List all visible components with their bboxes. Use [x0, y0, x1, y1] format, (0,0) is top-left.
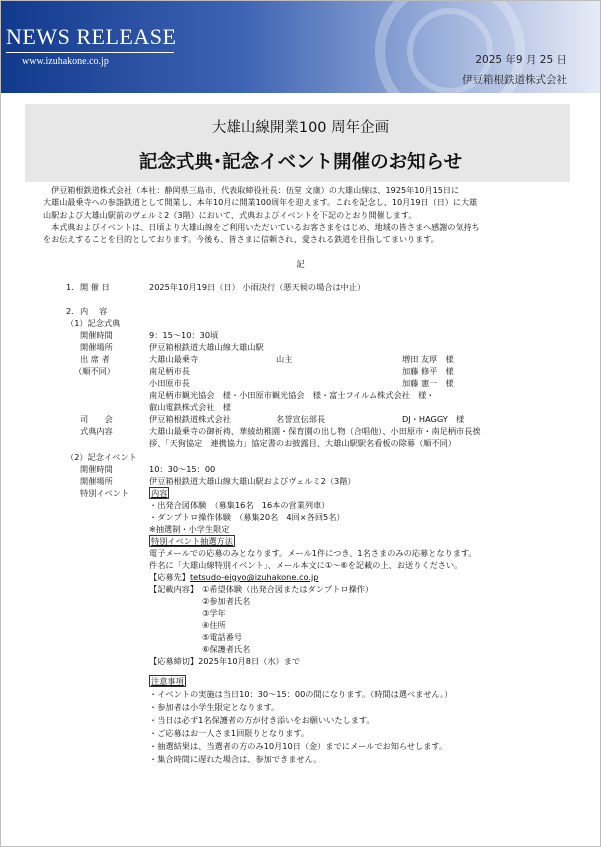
ceremony-content: 拶、「天狗協定 連携協力」協定書のお披露目、大雄山駅駅名看板の除幕（順不同）: [149, 438, 457, 448]
attendee-name: 加藤 修平 様: [402, 366, 454, 376]
brand-title: NEWS RELEASE: [6, 24, 177, 49]
event-place-label: 開催場所: [80, 476, 113, 486]
event-place: 伊豆箱根鉄道大雄山線大雄山駅およびヴェルミ2（3階）: [149, 476, 356, 486]
field-item: ②参加者氏名: [202, 596, 251, 606]
special-item: ・出発合図体験 （募集16名 16本の営業列車）: [149, 500, 330, 510]
field-item: ③学年: [202, 608, 226, 618]
field-item: ④住所: [202, 620, 226, 630]
intro-line: 伊豆箱根鉄道株式会社（本社：静岡県三島市、代表取締役社長：伍堂 文康）の大雄山線は、1925年10月15日に: [51, 185, 460, 195]
lottery-line: 電子メールでの応募のみとなります。メール1件につき、1名さまのみの応募となります。: [149, 548, 477, 558]
attendee-name: 増田 友厚 様: [402, 354, 454, 364]
note-item: ・抽選結果は、当選者の方のみ10月10日（金）までにメールでお知らせします。: [149, 741, 448, 751]
lottery-heading-text: 特別イベント抽選方法: [151, 536, 233, 546]
apply-label: 【応募先】: [149, 572, 190, 582]
note-item: ・イベントの実施は当日10：30～15：00の間になります。（時間は選べません。）: [149, 689, 453, 699]
lottery-line: 件名に「大雄山線特別イベント」、メール本文に①～⑥を記載の上、お送りください。: [149, 560, 463, 570]
attendee-name: 加藤 憲一 様: [402, 378, 454, 388]
deadline: 【応募締切】2025年10月8日（水）まで: [149, 656, 301, 666]
note-item: ・集合時間に遅れた場合は、参加できません。: [149, 754, 322, 764]
page-title: 記念式典･記念イベント開催のお知らせ: [138, 152, 463, 173]
company-name: 伊豆箱根鉄道株式会社: [462, 74, 567, 86]
ceremony-place: 伊豆箱根鉄道大雄山線大雄山駅: [149, 342, 264, 352]
apply-row: [149, 572, 318, 582]
mc-label: 司 会: [80, 414, 113, 424]
special-item: ・ダンプトロ操作体験 （募集20名 4回×各回5名）: [149, 512, 345, 522]
event-date: 2025年10月19日（日） 小雨決行（悪天候の場合は中止）: [149, 282, 366, 292]
ceremony-place-label: 開催場所: [80, 342, 113, 352]
note-item: ・当日は必ず1名保護者の方が付き添いをお願いいたします。: [149, 715, 375, 725]
fields-label: 【記載内容】: [149, 584, 199, 594]
event-heading: （2）記念イベント: [66, 452, 137, 462]
ceremony-content-label: 式典内容: [80, 426, 113, 436]
note-item: ・参加者は小学生限定となります。: [149, 702, 280, 712]
intro-line: 本式典およびイベントは、日頃より大雄山線をご利用いただいているお客さまをはじめ、地域の皆さまへ感謝の気持ち: [51, 221, 480, 232]
attendees-extra: 南足柄市観光協会 様・小田原市観光協会 様・富士フイルム株式会社 様・: [149, 390, 435, 400]
special-item: ※抽選制・小学生限定: [149, 524, 230, 534]
attendee-role: 山主: [276, 354, 293, 364]
event-time: 10：30～15：00: [149, 464, 216, 474]
page-subtitle: 大雄山線開業100 周年企画: [211, 120, 390, 136]
release-date: 2025 年9 月 25 日: [475, 54, 567, 66]
lottery-heading: [149, 536, 235, 546]
special-content-heading: [149, 488, 169, 498]
intro-text: [43, 184, 573, 245]
mc-name: DJ・HAGGY 様: [402, 414, 465, 424]
intro-line: 大雄山最乗寺への参詣鉄道として開業し、本年10月に開業100周年を迎えます。これを記念し、10月19日（日）に大雄: [43, 197, 478, 208]
notes-heading-text: 注意事項: [151, 676, 184, 686]
brand-divider: [6, 52, 174, 53]
attendee-org: 南足柄市長: [149, 366, 190, 376]
field-item: ⑥保護者氏名: [202, 644, 251, 654]
special-event-label: 特別イベント: [80, 488, 130, 498]
field-item: ①希望体験（出発合図またはダンプトロ操作）: [202, 584, 374, 594]
section1-label: 開 催 日: [80, 282, 110, 292]
attendees-label: 出 席 者: [80, 354, 110, 364]
ceremony-content: 大雄山最乗寺の御祈祷、華綾幼稚園・保育園の出し物（合唱他）、小田原市・南足柄市長挨: [149, 426, 481, 436]
mc-role: 名誉宣伝部長: [276, 414, 326, 424]
note-item: ・ご応募はお一人さま1回限りとなります。: [149, 728, 310, 738]
section2-label: 内 容: [80, 306, 108, 316]
section2-number: 2.: [66, 306, 74, 316]
intro-line: 山駅および大雄山駅前のヴェルミ2（3階）において、式典およびイベントを下記のとおり開催します。: [43, 209, 417, 220]
event-time-label: 開催時間: [80, 464, 113, 474]
ceremony-time-label: 開催時間: [80, 330, 113, 340]
website-url[interactable]: www.izuhakone.co.jp: [22, 56, 109, 67]
order-note: （順不同）: [74, 366, 115, 376]
attendees-extra: 叡山電鉄株式会社 様: [149, 402, 231, 412]
ki-heading: 記: [296, 259, 305, 269]
ceremony-heading: （1）記念式典: [66, 318, 121, 328]
field-item: ⑤電話番号: [202, 632, 243, 642]
notes-heading: [149, 676, 186, 686]
attendee-org: 小田原市長: [149, 378, 190, 388]
special-content-heading-text: 内容: [151, 488, 168, 498]
intro-line: をお伝えすることを目的としております。今後も、皆さまに信頼され、愛される鉄道を目指してまいります。: [43, 234, 439, 245]
apply-email-link[interactable]: tetsudo-eigyo@izuhakone.co.jp: [189, 572, 319, 582]
attendee-org: 大雄山最乗寺: [149, 354, 199, 364]
mc-org: 伊豆箱根鉄道株式会社: [149, 414, 231, 424]
section1-number: 1.: [66, 282, 74, 292]
ceremony-time: 9：15～10：30頃: [149, 330, 219, 340]
